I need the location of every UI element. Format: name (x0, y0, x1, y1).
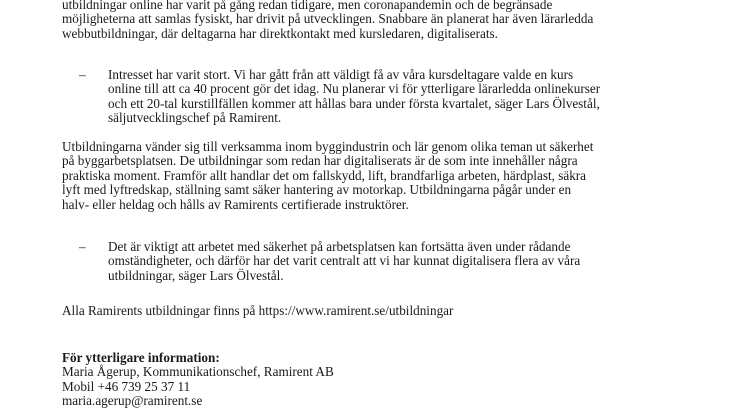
text-line: utbildningar, säger Lars Ölvestål. (108, 267, 284, 283)
dash-bullet: – (79, 239, 86, 254)
text-line: omständigheter, och därför har det varit centralt att vi har kunnat digitalisera flera av våra (108, 253, 581, 269)
text-line: Utbildningarna vänder sig till verksamma inom byggindustrin och lär genom olika teman ut säkerhet (62, 139, 594, 154)
text-line: online till att ca 40 procent gör det idag. Nu planerar vi för ytterligare lärarledda onlinekurser (108, 81, 601, 97)
text-line: halv- eller heldag och hålls av Ramirents certifierade instruktörer. (62, 196, 409, 212)
dash-bullet: – (79, 67, 86, 82)
links-paragraph (62, 304, 692, 318)
intro-paragraph (62, 0, 692, 41)
contact-email: maria.agerup@ramirent.se (62, 393, 203, 409)
text-line: och ett 20-tal kurstillfällen kommer att hållas bara under första kvartalet, säger Lars Ölvestål, (108, 95, 600, 111)
contact-block (62, 351, 692, 409)
text-line: webbutbildningar, där deltagarna har direktkontakt med kursledaren, digitaliserats. (62, 25, 498, 41)
text-line: lyft med lyftredskap, ställning samt säker hantering av motorkap. Utbildningarna pågår under en (62, 182, 572, 198)
text-line: praktiska moment. Framför allt handlar det om fallskydd, lift, brandfarliga arbeten, härdplast, säkra (62, 167, 587, 183)
contact-phone: Mobil +46 739 25 37 11 (62, 378, 191, 394)
text-line: säljutvecklingschef på Ramirent. (108, 110, 282, 126)
quote-bullet-2 (79, 240, 679, 283)
text-line: Intresset har varit stort. Vi har gått från att väldigt få av våra kursdeltagare valde en kurs (108, 67, 574, 82)
text-line: på byggarbetsplatsen. De utbildningar som redan har digitaliserats är de som inte innehåller några (62, 153, 578, 169)
utbildningar-link-text: Alla Ramirents utbildningar finns på https://www.ramirent.se/utbildningar (62, 303, 454, 318)
text-line: utbildningar online har varit på gång redan tidigare, men coronapandemin och de begränsade (62, 0, 553, 12)
text-line: möjligheterna att samlas fysiskt, har drivit på utvecklingen. Snabbare än planerat har även lärarledda (62, 11, 594, 27)
contact-name: Maria Ågerup, Kommunikationschef, Ramirent AB (62, 364, 334, 380)
quote-bullet-1 (79, 68, 679, 126)
contact-heading: För ytterligare information: (62, 350, 220, 365)
body-paragraph (62, 140, 692, 212)
text-line: Det är viktigt att arbetet med säkerhet på arbetsplatsen kan fortsätta även under rådande (108, 239, 571, 254)
